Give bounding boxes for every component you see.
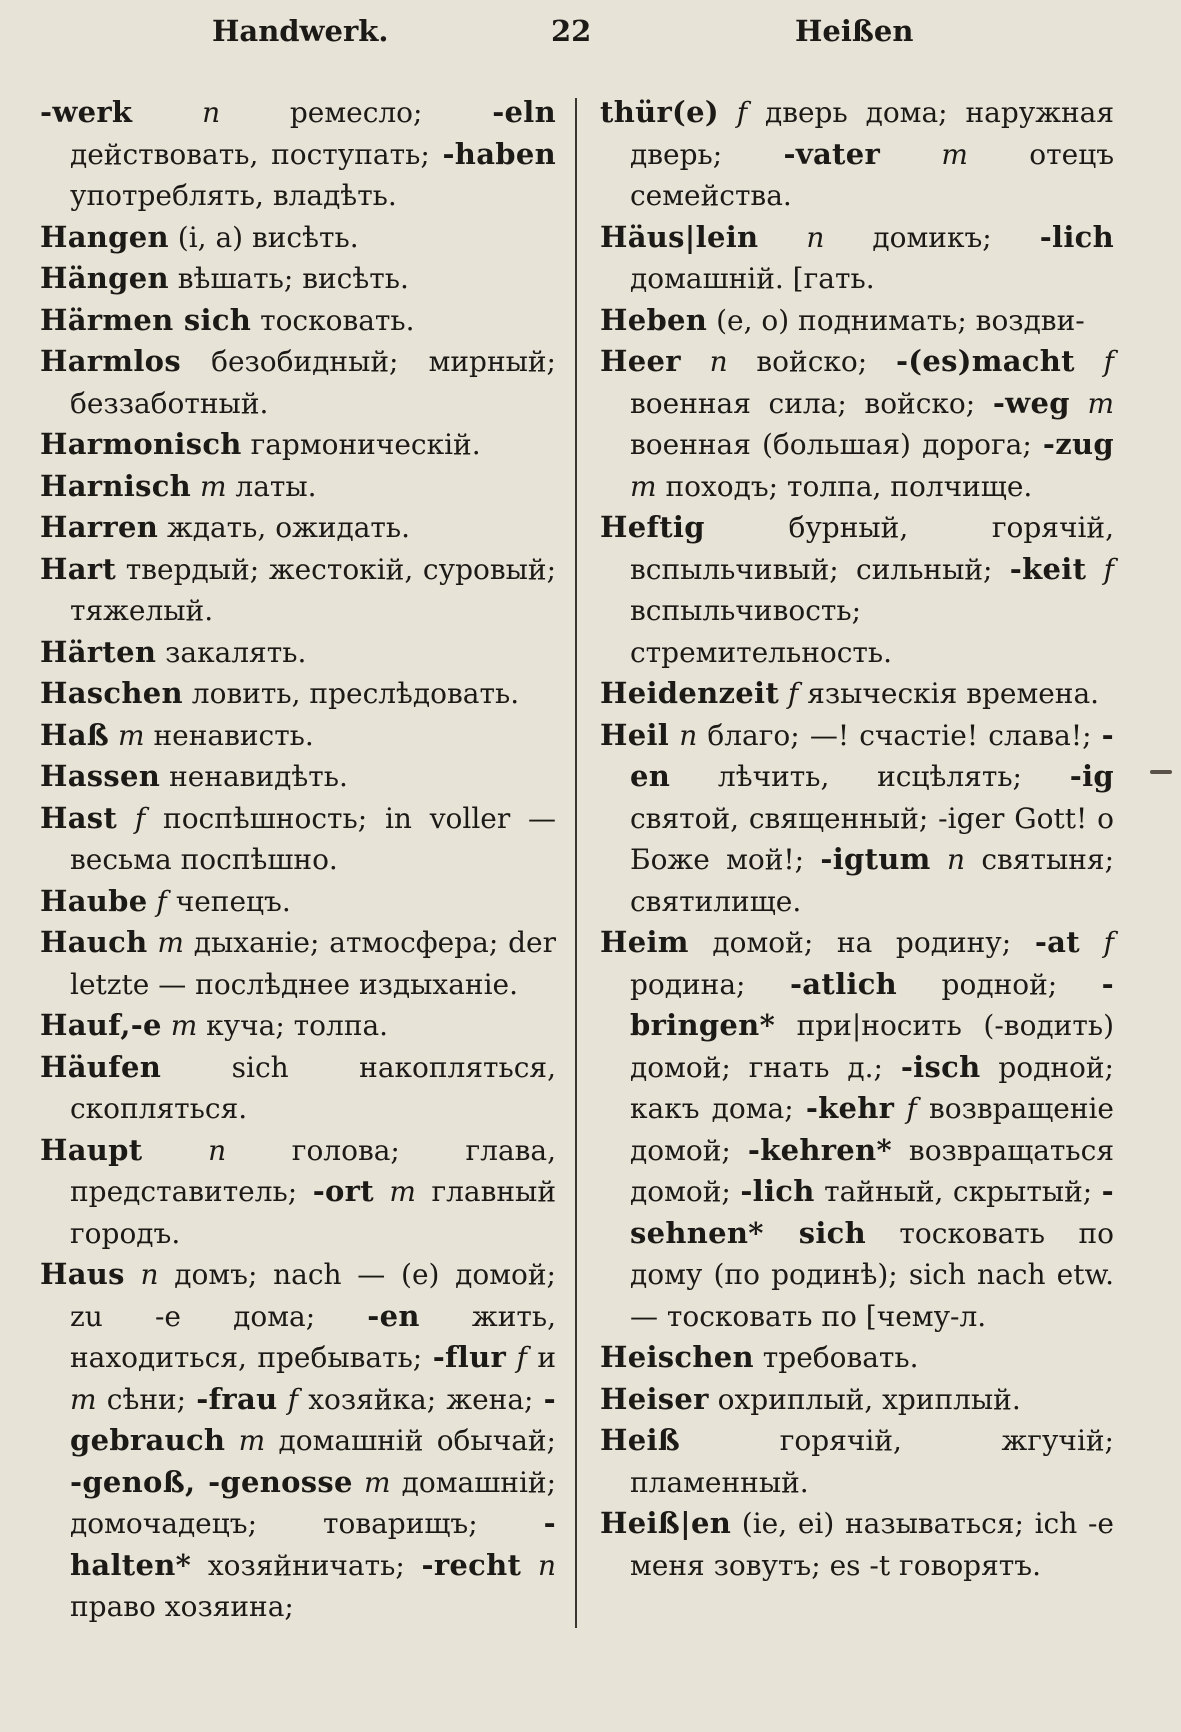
definition-text: ждать, ожидать. [158, 511, 411, 544]
definition-text: употреблять, владѣть. [70, 179, 397, 212]
definition-text [719, 96, 737, 129]
definition-text: военная (большая) дорога; [630, 428, 1043, 461]
definition-text [132, 96, 202, 129]
headword: -vater [783, 136, 881, 171]
definition-text [1080, 926, 1104, 959]
headword: -lich [740, 1174, 815, 1208]
headword: -sehnen* sich [630, 1174, 1114, 1250]
header-last-word: Heißen [795, 14, 914, 48]
grammar-label: m [170, 1009, 198, 1042]
definition-text [125, 1258, 141, 1291]
dictionary-entry [40, 715, 556, 757]
dictionary-entry [40, 549, 556, 632]
grammar-label: n [208, 1133, 227, 1167]
header-first-word: Handwerk. [212, 14, 389, 48]
headword: Haß [40, 717, 110, 752]
headword: Hast [40, 800, 118, 835]
definition-text [931, 843, 947, 876]
headword: -werk [40, 95, 133, 129]
dictionary-entry [600, 507, 1114, 673]
headword: Härmen sich [40, 302, 252, 337]
grammar-label: m [363, 1465, 391, 1499]
headword: -keit [1009, 551, 1087, 586]
grammar-label: m [157, 926, 184, 959]
definition-text: твердый; жестокій, суровый; тяжелый. [70, 552, 556, 627]
headword: -en [630, 717, 1114, 793]
headword: Hängen [40, 261, 169, 295]
headword: -en [367, 1298, 420, 1333]
definition-text: право хозяина; [70, 1590, 294, 1623]
definition-text [1075, 345, 1104, 378]
definition-text: горячій, жгучій; пламенный. [630, 1424, 1114, 1499]
headword: Hart [40, 551, 117, 586]
definition-text [894, 1092, 906, 1125]
definition-text: родной; [897, 967, 1102, 1001]
grammar-label: n [709, 345, 728, 378]
definition-text: главный городъ. [70, 1175, 556, 1250]
headword: Heben [600, 302, 708, 337]
definition-text [162, 1009, 171, 1042]
dictionary-entry [40, 1130, 556, 1255]
running-head [0, 14, 1181, 54]
grammar-label: f [1103, 345, 1115, 378]
headword: Harmonisch [40, 427, 242, 461]
headword: Härten [40, 634, 157, 669]
definition-text: дверь дома; наружная дверь; [630, 96, 1114, 171]
headword: -frau [196, 1381, 278, 1416]
headword: Haschen [40, 676, 183, 710]
grammar-label: n [202, 96, 221, 129]
definition-text [191, 470, 200, 503]
headword: -igtum [820, 842, 931, 876]
definition-text [374, 1175, 389, 1208]
headword: Heischen [600, 1340, 754, 1374]
definition-text [779, 677, 788, 710]
grammar-label: f [134, 801, 146, 835]
definition-text [880, 138, 941, 171]
definition-text: ремесло; [220, 96, 493, 129]
dictionary-entry [600, 300, 1114, 342]
definition-text [277, 1383, 287, 1416]
definition-text: вѣшать; висѣть. [168, 262, 409, 295]
definition-text: закалять. [156, 635, 307, 669]
definition-text: хозяйка; жена; [298, 1382, 544, 1416]
dictionary-entry [40, 507, 556, 549]
definition-text: и [526, 1341, 556, 1374]
headword: Heftig [600, 510, 705, 544]
definition-text: (e, o) поднимать; воздви- [707, 303, 1085, 337]
definition-text: родной; какъ дома; [630, 1050, 1114, 1125]
headword: Heiß [600, 1423, 681, 1457]
headword: -flur [432, 1340, 507, 1374]
definition-text: возвращеніе домой; [630, 1092, 1115, 1167]
definition-text [1086, 553, 1103, 586]
headword: Heidenzeit [600, 676, 780, 710]
headword: -(es)macht [895, 344, 1075, 378]
grammar-label: f [736, 96, 748, 129]
headword: -haben [442, 136, 556, 171]
grammar-label: m [389, 1175, 416, 1208]
dictionary-entry [600, 217, 1114, 300]
grammar-label: m [118, 718, 145, 752]
dictionary-entry [40, 217, 556, 259]
grammar-label: f [787, 677, 799, 710]
dictionary-entry [40, 881, 556, 923]
definition-text [521, 1549, 538, 1582]
dictionary-entry [600, 1503, 1114, 1586]
definition-text: латы. [226, 469, 317, 503]
definition-text: вспыльчивость; стремительность. [630, 594, 893, 669]
headword: Haus [40, 1257, 125, 1291]
definition-text: охриплый, хриплый. [708, 1382, 1021, 1416]
definition-text: домой; на родину; [688, 926, 1035, 959]
grammar-label: f [156, 884, 167, 918]
headword: -gebrauch [70, 1381, 556, 1457]
headword: Heiser [600, 1381, 709, 1416]
definition-text: домашній. [гать. [630, 262, 875, 295]
headword: Hassen [40, 759, 161, 793]
headword: Heer [600, 344, 681, 378]
definition-text: гармоническій. [241, 428, 481, 461]
headword: -recht [421, 1547, 522, 1582]
dictionary-entry [600, 715, 1114, 923]
dictionary-entry [40, 673, 556, 715]
grammar-label: f [1103, 926, 1115, 959]
headword: Häus|lein [600, 219, 759, 254]
headword: -zug [1042, 427, 1114, 461]
grammar-label: m [70, 1382, 97, 1416]
dictionary-entry [40, 632, 556, 674]
definition-text [758, 221, 806, 254]
grammar-label: m [941, 137, 968, 171]
grammar-label: f [287, 1382, 299, 1416]
headword: thür(e) [600, 95, 719, 129]
definition-text: безобидный; мирный; беззаботный. [70, 345, 556, 420]
column-divider [575, 98, 577, 1628]
dictionary-entry [600, 1337, 1114, 1379]
headword: -genoß, -genosse [70, 1464, 353, 1499]
headword: Hangen [40, 219, 169, 254]
headword: Heiß|en [600, 1506, 732, 1540]
headword: -lich [1039, 219, 1114, 254]
dictionary-entry [600, 1379, 1114, 1421]
definition-text [117, 802, 135, 835]
dictionary-entry [600, 922, 1114, 1337]
headword: -isch [900, 1049, 981, 1084]
headword: Harmlos [40, 344, 181, 378]
definition-text: тосковать. [251, 303, 415, 337]
definition-text [669, 719, 679, 752]
headword: Hauch [40, 925, 148, 959]
definition-text: голова; глава, представитель; [70, 1133, 556, 1208]
definition-text: ловить, преслѣдовать. [182, 677, 520, 710]
definition-text: хозяйничать; [191, 1548, 422, 1582]
headword: -at [1034, 925, 1080, 959]
definition-text [109, 719, 118, 752]
dictionary-entry [40, 798, 556, 881]
dictionary-entry [40, 341, 556, 424]
grammar-label: f [516, 1341, 527, 1374]
headword: Heim [600, 925, 689, 959]
grammar-label: f [906, 1092, 917, 1125]
definition-text: дыханіе; атмосфера; der letzte — послѣднее издыханіе. [70, 926, 556, 1001]
headword: -kehr [805, 1091, 895, 1125]
headword: -kehren* [747, 1132, 892, 1167]
headword: -ig [1069, 759, 1114, 793]
dictionary-entry [40, 300, 556, 342]
definition-text: действовать, поступать; [70, 137, 443, 171]
grammar-label: n [537, 1548, 556, 1582]
page-blemish [1150, 770, 1172, 774]
grammar-label: n [679, 718, 698, 752]
headword: Haube [40, 883, 148, 918]
page-number: 22 [551, 14, 592, 48]
definition-text: походъ; толпа, полчище. [656, 469, 1033, 503]
dictionary-entry [40, 1047, 556, 1130]
definition-text: лѣчить, исцѣлять; [670, 760, 1070, 793]
grammar-label: n [947, 843, 966, 876]
headword: Hauf,-e [40, 1008, 162, 1042]
definition-text: при|носить (-водить) домой; гнать д.; [630, 1009, 1114, 1084]
definition-text: родина; [630, 967, 790, 1001]
headword: Heil [600, 717, 670, 752]
grammar-label: n [806, 220, 825, 254]
definition-text: ненависть. [144, 718, 314, 752]
definition-text: святой, священный; -iger Gott! о Боже мой!; [630, 801, 1114, 876]
dictionary-entry [600, 341, 1114, 507]
dictionary-entry [40, 424, 556, 466]
headword: -halten* [70, 1506, 556, 1582]
definition-text: благо; —! счастіе! слава!; [697, 718, 1102, 752]
definition-text: ненавидѣть. [160, 760, 348, 793]
definition-text: тайный, скрытый; [814, 1175, 1102, 1208]
definition-text: требовать. [753, 1341, 919, 1374]
definition-text: (i, a) висѣть. [168, 220, 359, 254]
grammar-label: n [140, 1258, 159, 1291]
definition-text: домикъ; [824, 220, 1040, 254]
definition-text: языческія времена. [798, 677, 1100, 710]
grammar-label: m [1087, 386, 1114, 420]
definition-text [1070, 387, 1088, 420]
headword: -weg [992, 385, 1070, 420]
definition-text [353, 1466, 364, 1499]
definition-text: сѣни; [96, 1382, 197, 1416]
headword: -atlich [789, 966, 898, 1001]
definition-text: домашній обычай; [265, 1424, 556, 1457]
definition-text: жить, находиться, пребывать; [70, 1299, 556, 1374]
definition-text: sich накопляться, скопляться. [70, 1050, 556, 1125]
dictionary-entry [40, 1005, 556, 1047]
definition-text: военная сила; войско; [630, 386, 993, 420]
headword: -ort [312, 1174, 374, 1208]
headword: Häufen [40, 1049, 162, 1084]
grammar-label: m [630, 469, 657, 503]
dictionary-entry [600, 673, 1114, 715]
definition-text: святыня; святилище. [630, 843, 1115, 918]
headword: -bringen* [630, 966, 1114, 1042]
definition-text [225, 1424, 238, 1457]
definition-text: отецъ семейства. [630, 137, 1115, 212]
definition-text: куча; толпа. [197, 1009, 389, 1042]
dictionary-entry [600, 92, 1114, 217]
definition-text [148, 926, 158, 959]
grammar-label: f [1103, 552, 1114, 586]
definition-text [681, 345, 710, 378]
headword: Harren [40, 510, 159, 544]
definition-text: бурный, горячій, вспыльчивый; сильный; [630, 511, 1114, 586]
definition-text [142, 1134, 208, 1167]
dictionary-entry [40, 258, 556, 300]
dictionary-entry [40, 1254, 556, 1628]
definition-text [506, 1341, 516, 1374]
headword: Haupt [40, 1132, 143, 1167]
definition-text: (ie, ei) называться; ich -e меня зовутъ; es -t говорятъ. [630, 1507, 1114, 1582]
right-column [600, 92, 1114, 1586]
grammar-label: m [238, 1424, 266, 1457]
definition-text: домъ; nach — (e) домой; zu -e дома; [70, 1258, 556, 1333]
definition-text: тосковать по дому (по родинѣ); sich nach etw. — тосковать по [чему-л. [630, 1216, 1114, 1333]
grammar-label: m [199, 469, 227, 503]
left-column [40, 92, 556, 1628]
definition-text: войско; [727, 345, 896, 378]
definition-text: чепецъ. [166, 884, 291, 918]
headword: Harnisch [40, 468, 192, 503]
definition-text: домашній; домочадецъ; товарищъ; [70, 1465, 556, 1540]
dictionary-entry [40, 466, 556, 508]
dictionary-entry [40, 922, 556, 1005]
dictionary-entry [600, 1420, 1114, 1503]
dictionary-entry [40, 756, 556, 798]
dictionary-entry [40, 92, 556, 217]
definition-text: возвращаться домой; [630, 1133, 1115, 1208]
definition-text: поспѣшность; in voller — весьма поспѣшно. [70, 801, 556, 876]
headword: -eln [492, 95, 557, 129]
